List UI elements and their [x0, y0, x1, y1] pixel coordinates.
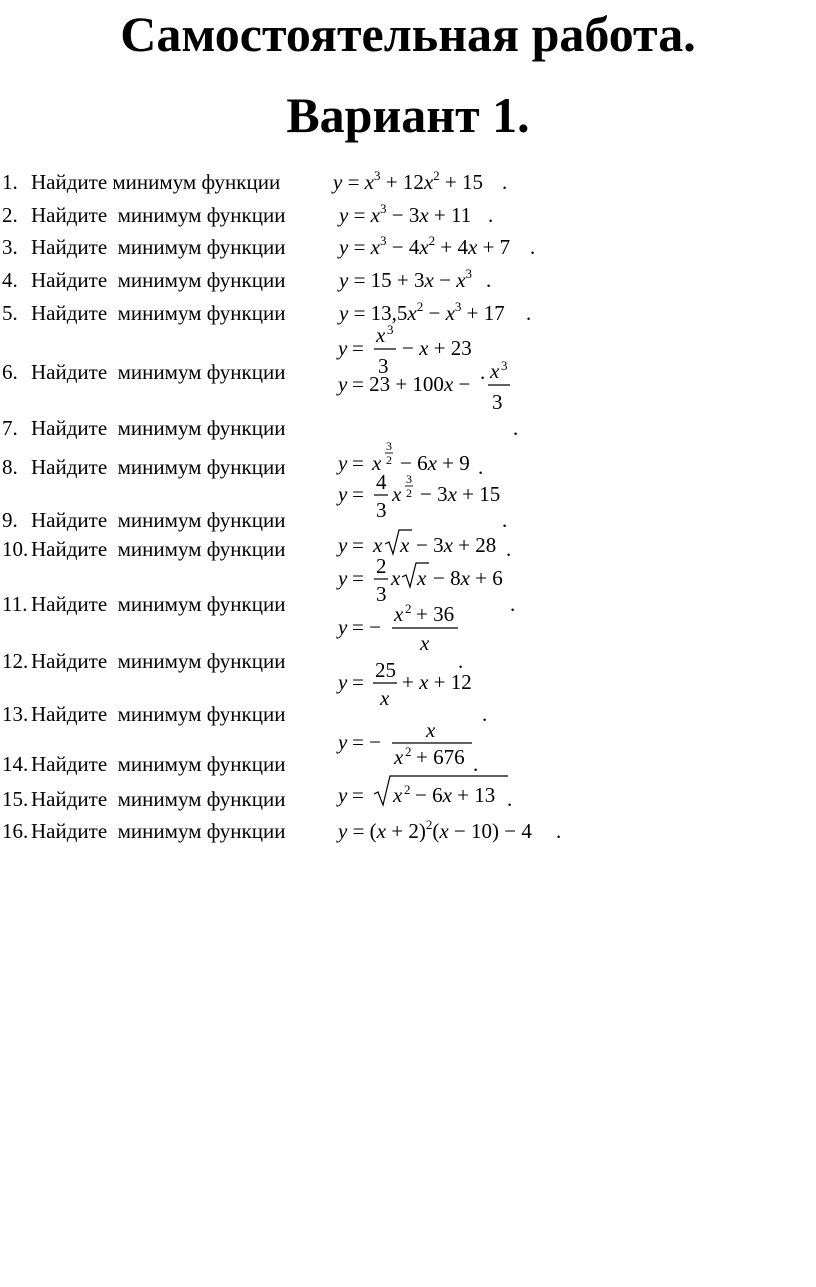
task-formula: $y = 13,5x^2 - x^3 + 17$: [339, 299, 505, 325]
task-formula: [338, 470, 513, 531]
svg-text:= −: = −: [352, 730, 381, 754]
svg-text:=: =: [352, 336, 364, 360]
task-formula: $y = x^3 + 12x^2 + 15$: [333, 168, 484, 194]
svg-text:x: x: [372, 451, 382, 475]
svg-text:25: 25: [375, 658, 396, 682]
svg-text:3: 3: [378, 354, 389, 378]
task-formula: $y = x^3 - 3x + 11$: [339, 201, 472, 227]
task-item: 7. Найдите минимум функции y = 23 + 100x − x 3 3 .: [2, 358, 519, 440]
task-text: Найдите минимум функции: [31, 787, 286, 811]
task-item: 2. Найдите минимум функции $y = x^3 - 3x + 11$ .: [2, 201, 494, 227]
svg-text:x: x: [380, 686, 390, 710]
svg-text:=: =: [352, 783, 364, 807]
task-item: 11. Найдите минимум функции y = 2 3 x x − 8x + 6 .: [0, 587, 816, 615]
svg-text:− 6x + 9: − 6x + 9: [400, 451, 470, 475]
task-number: 12.: [2, 649, 29, 673]
svg-text:3: 3: [376, 582, 387, 606]
task-item: 13. Найдите минимум функции y = 25 x + x + 12 .: [2, 658, 488, 726]
svg-text:+ x + 12: + x + 12: [402, 670, 472, 694]
svg-text:x: x: [376, 323, 386, 347]
svg-text:x: x: [394, 602, 404, 626]
task-text: Найдите минимум функции: [31, 819, 286, 843]
svg-text:x: x: [417, 566, 427, 590]
svg-text:+ 36: + 36: [416, 602, 455, 626]
svg-text:2: 2: [404, 782, 411, 797]
task-text: Найдите минимум функции: [31, 170, 281, 194]
svg-text:x: x: [426, 718, 436, 742]
svg-text:− x + 23: − x + 23: [402, 336, 472, 360]
svg-text:= 23 + 100x −: = 23 + 100x −: [352, 372, 471, 396]
svg-text:2: 2: [386, 453, 392, 467]
task-text: Найдите минимум функции: [31, 301, 286, 325]
task-number: 16.: [2, 819, 29, 843]
task-formula: [338, 718, 478, 775]
task-number: 4.: [2, 268, 18, 292]
task-number: 8.: [2, 455, 18, 479]
task-text: Найдите минимум функции: [31, 702, 286, 726]
task-text: Найдите минимум функции: [31, 268, 286, 292]
task-number: 1.: [2, 170, 18, 194]
task-item: 15. Найдите минимум функции y = x 2 − 6x + 13 .: [0, 782, 816, 810]
svg-text:3: 3: [386, 439, 392, 453]
svg-text:+ 676: + 676: [416, 745, 465, 769]
task-formula: $y = 15 + 3x - x^3$: [339, 266, 473, 292]
task-formula: [338, 436, 488, 478]
task-item: 5. Найдите минимум функции $y = 13,5x^2 - x^3 + 17$ .: [2, 299, 532, 325]
svg-text:x: x: [490, 359, 500, 383]
svg-text:x: x: [394, 745, 404, 769]
task-text: Найдите минимум функции: [31, 455, 286, 479]
task-text: Найдите минимум функции: [31, 537, 286, 561]
task-text: Найдите минимум функции: [31, 592, 286, 616]
svg-text:4: 4: [376, 470, 387, 494]
task-number: 14.: [2, 752, 29, 776]
svg-text:x: x: [393, 783, 403, 807]
svg-text:2: 2: [376, 554, 387, 578]
svg-text:y: y: [338, 372, 348, 396]
task-text: Найдите минимум функции: [31, 649, 286, 673]
svg-text:y: y: [338, 566, 348, 590]
task-text: Найдите минимум функции: [31, 508, 286, 532]
task-formula: [338, 526, 513, 560]
task-item: 4. Найдите минимум функции $y = 15 + 3x - x^3$ .: [2, 266, 492, 292]
svg-text:x: x: [391, 566, 401, 590]
svg-text:=: =: [352, 451, 364, 475]
svg-text:3: 3: [501, 358, 508, 373]
task-number: 11.: [2, 592, 28, 616]
task-text: Найдите минимум функции: [31, 416, 286, 440]
svg-text:y: y: [338, 533, 348, 557]
task-formula: [338, 774, 518, 810]
svg-text:− 3x + 28: − 3x + 28: [416, 533, 497, 557]
task-formula: [338, 658, 488, 725]
svg-text:y: y: [338, 615, 348, 639]
task-item: 10. Найдите минимум функции y = x x − 3x + 28 .: [0, 532, 816, 560]
svg-text:2: 2: [406, 486, 412, 500]
svg-text:y: y: [338, 670, 348, 694]
task-item: 6. Найдите минимум функции y = x 3 3 − x + 23 .: [0, 355, 816, 383]
task-text: Найдите минимум функции: [31, 752, 286, 776]
svg-text:− 3x + 15: − 3x + 15: [420, 482, 501, 506]
svg-text:= −: = −: [352, 615, 381, 639]
svg-text:y: y: [338, 336, 348, 360]
task-number: 9.: [2, 508, 18, 532]
task-number: 13.: [2, 702, 29, 726]
svg-text:=: =: [352, 482, 364, 506]
svg-text:3: 3: [492, 390, 503, 414]
svg-text:x: x: [373, 533, 383, 557]
page-title: Самостоятельная работа.: [120, 6, 696, 62]
svg-text:3: 3: [376, 498, 387, 522]
svg-text:2: 2: [405, 744, 412, 759]
svg-text:=: =: [352, 533, 364, 557]
svg-text:− 8x + 6: − 8x + 6: [433, 566, 503, 590]
svg-text:3: 3: [406, 472, 412, 486]
svg-text:x: x: [392, 482, 402, 506]
svg-text:=: =: [352, 566, 364, 590]
task-number: 2.: [2, 203, 18, 227]
svg-text:=: =: [352, 670, 364, 694]
task-item: 1. Найдите минимум функции $y = x^3 + 12x^2 + 15$ .: [2, 168, 508, 194]
svg-text:3: 3: [387, 322, 394, 337]
task-text: Найдите минимум функции: [31, 235, 286, 259]
task-item: 14. Найдите минимум функции y = − x x 2 + 676 .: [2, 718, 479, 776]
task-text: Найдите минимум функции: [31, 360, 286, 384]
task-item: 9. Найдите минимум функции y = 4 3 x 3 2 − 3x + 15 .: [0, 503, 816, 531]
task-item: 12. Найдите минимум функции y = − x 2 + 36 x .: [0, 644, 816, 672]
task-number: 10.: [2, 537, 29, 561]
task-formula: [338, 358, 518, 441]
task-number: 6.: [2, 360, 18, 384]
task-number: 3.: [2, 235, 18, 259]
svg-text:y: y: [338, 451, 348, 475]
task-item: 3. Найдите минимум функции $y = x^3 - 4x^2 + 4x + 7$ .: [2, 233, 536, 259]
svg-text:2: 2: [405, 601, 412, 616]
task-text: Найдите минимум функции: [31, 203, 286, 227]
svg-text:y: y: [338, 783, 348, 807]
task-item: 16. Найдите минимум функции $y = (x + 2)^2(x - 10) - 4$ .: [2, 817, 562, 843]
svg-text:x: x: [400, 533, 410, 557]
svg-text:− 6x + 13: − 6x + 13: [415, 783, 496, 807]
task-number: 5.: [2, 301, 18, 325]
task-formula: $y = (x + 2)^2(x - 10) - 4$: [338, 817, 532, 843]
svg-text:y: y: [338, 730, 348, 754]
svg-text:y: y: [338, 482, 348, 506]
task-formula: $y = x^3 - 4x^2 + 4x + 7$: [339, 233, 511, 259]
variant-heading: Вариант 1.: [286, 87, 530, 143]
task-number: 7.: [2, 416, 18, 440]
svg-text:x: x: [420, 631, 430, 655]
task-number: 15.: [2, 787, 29, 811]
task-item: 8. Найдите минимум функции y = x 3 2 − 6x + 9 .: [0, 450, 816, 478]
task-formula: [338, 601, 468, 672]
